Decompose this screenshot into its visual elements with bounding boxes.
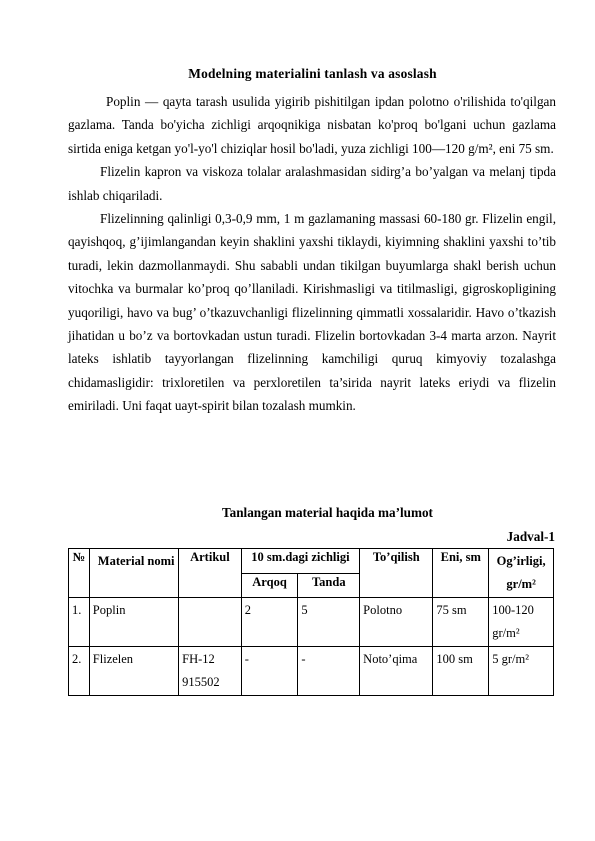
paragraph-poplin: Poplin — qayta tarash usulida yigirib pishitilgan ipdan polotno o'rilishida to'qilgan gazlama. Tanda bo'yicha zichligi arqoqnikiga nisbatan ko'proq bo'lgani uchun gazlama sirtida eniga ketgan yo'l-yo'l chiziqlar hosil bo'ladi, yuza zichligi 100—120 g/m², eni 75 sm. xyxy=(68,94,556,156)
cell-weave: Polotno xyxy=(360,598,433,647)
table-title: Tanlangan material haqida ma’lumot xyxy=(222,505,433,520)
table-row xyxy=(69,647,554,696)
table-label: Jadval-1 xyxy=(506,529,555,544)
header-name: Material nomi xyxy=(89,549,178,598)
header-density: 10 sm.dagi zichligi xyxy=(241,549,359,574)
header-weft: Arqoq xyxy=(241,573,298,598)
header-weave: To’qilish xyxy=(360,549,433,598)
cell-weft: 2 xyxy=(241,598,298,647)
cell-warp: 5 xyxy=(298,598,360,647)
cell-weft: - xyxy=(241,647,298,696)
header-no: № xyxy=(69,549,90,598)
cell-width: 100 sm xyxy=(433,647,489,696)
header-weight xyxy=(489,549,554,598)
table-row xyxy=(69,598,554,647)
header-weight-line2: gr/m² xyxy=(506,577,536,591)
cell-weight: 100-120 gr/m² xyxy=(489,598,554,647)
cell-weight: 5 gr/m² xyxy=(489,647,554,696)
cell-name: Flizelen xyxy=(89,647,178,696)
cell-no: 2. xyxy=(69,647,90,696)
header-weight-line1: Og’irligi, xyxy=(496,554,546,568)
header-article: Artikul xyxy=(179,549,242,598)
cell-width: 75 sm xyxy=(433,598,489,647)
body-text xyxy=(68,90,556,418)
header-width: Eni, sm xyxy=(433,549,489,598)
paragraph-flizelin-properties: Flizelinning qalinligi 0,3-0,9 mm, 1 m gazlamaning massasi 60-180 gr. Flizelin engil, qayishqoq, g’ijimlangandan keyin shaklini yaxshi tiklaydi, kiyimning shaklini yaxshi to’tib turadi, lekin dazmollanmaydi. Shu sababli undan tikilgan buyumlarga shakl berish uchun vitochka va burmalar ko’proq qo’llaniladi. Kirishmasligi va titilmasligi, gigroskopligining yuqoriligi, havo va bug’ o’tkazuvchanligi flizelinning qimmatli xossalaridir. Havo o’tkazish jihatidan u bo’z va bortovkadan ustun turadi. Flizelin bortovkadan 3-4 marta arzon. Nayrit lateks ishlatib tayyorlangan flizelinning kamchiligi quruq kimyoviy tozalashga chidamasligidir: trixloretilen va perxloretilen ta’sirida nayrit lateks eriydi va flizelin emiriladi. Uni faqat uayt-spirit bilan tozalash mumkin. xyxy=(68,211,556,414)
materials-table xyxy=(68,548,554,696)
table-header-row xyxy=(69,549,554,574)
cell-no: 1. xyxy=(69,598,90,647)
header-warp: Tanda xyxy=(298,573,360,598)
cell-weave: Noto’qima xyxy=(360,647,433,696)
cell-article: FH-12 915502 xyxy=(179,647,242,696)
cell-article xyxy=(179,598,242,647)
cell-warp: - xyxy=(298,647,360,696)
document-title: Modelning materialini tanlash va asoslash xyxy=(188,66,437,81)
paragraph-flizelin-intro: Flizelin kapron va viskoza tolalar aralashmasidan sidirg’a bo’yalgan va melanj tipda ishlab chiqariladi. xyxy=(68,164,556,203)
cell-name: Poplin xyxy=(89,598,178,647)
